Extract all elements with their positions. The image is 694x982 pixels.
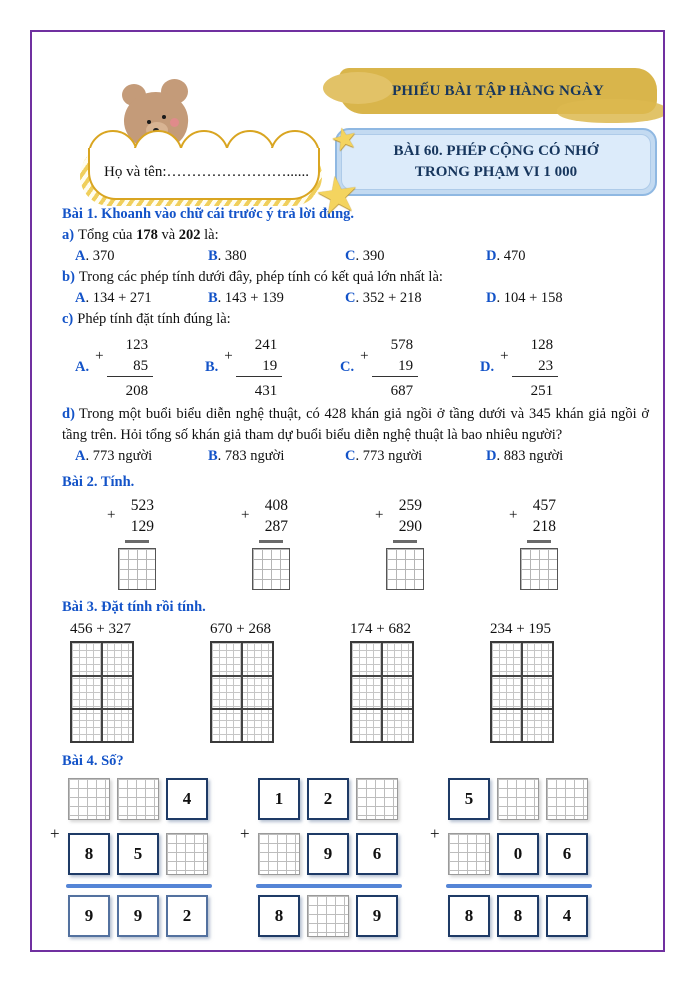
digit-box: 9 <box>68 895 110 937</box>
option <box>486 446 649 467</box>
option-text: . 773 người <box>355 448 423 464</box>
question-c <box>62 309 649 330</box>
digit-puzzle <box>238 778 402 937</box>
option-letter: B. <box>205 359 219 375</box>
answer-grid[interactable] <box>448 833 490 875</box>
digit-box: 8 <box>497 895 539 937</box>
digit-box: 5 <box>117 833 159 875</box>
option-text: . 390 <box>355 248 385 264</box>
option-letter: A <box>75 448 86 464</box>
option-vertical-addition <box>75 335 205 402</box>
plus-sign: + <box>360 348 369 364</box>
lesson-title-box <box>311 119 657 227</box>
question-d <box>62 404 649 446</box>
lesson-title-line1: BÀI 60. PHÉP CỘNG CÓ NHỚ <box>393 143 599 159</box>
option-letter: A. <box>75 359 90 375</box>
option-letter: C <box>345 448 356 464</box>
option-text: . 380 <box>217 248 247 264</box>
exercise3-title: Bài 3. Đặt tính rồi tính. <box>62 599 206 615</box>
option <box>345 446 486 467</box>
star-icon: ★ <box>327 119 362 160</box>
answer-grid[interactable] <box>166 833 208 875</box>
problem-expression: 234 + 195 <box>490 621 551 637</box>
exercise1-title: Bài 1. Khoanh vào chữ cái trước ý trả lời đúng. <box>62 206 355 222</box>
option-vertical-addition <box>480 335 649 402</box>
question-a-options <box>62 246 649 267</box>
sum-line <box>393 540 417 543</box>
addend-bottom: 23 <box>512 356 558 377</box>
addition-problem <box>70 495 204 590</box>
plus-sign: + <box>95 348 104 364</box>
answer-grid[interactable] <box>252 548 290 590</box>
question-b-options <box>62 288 649 309</box>
addend-top: 523 <box>130 497 154 514</box>
calculation-grid[interactable] <box>490 641 554 743</box>
digit-box: 8 <box>448 895 490 937</box>
plus-sign: + <box>107 507 116 523</box>
question-d-label: d) <box>62 406 75 422</box>
question-c-text: Phép tính đặt tính đúng là: <box>77 311 231 327</box>
plus-sign: + <box>224 348 233 364</box>
plus-sign: + <box>500 348 509 364</box>
digit-box: 9 <box>117 895 159 937</box>
option-text: . 352 + 218 <box>355 290 422 306</box>
exercise3-problems <box>62 619 649 640</box>
calculation-grid[interactable] <box>210 641 274 743</box>
addend-bottom: 85 <box>107 356 153 377</box>
option-letter: C <box>345 248 356 264</box>
addend-top: 259 <box>398 497 422 514</box>
digit-box: 4 <box>546 895 588 937</box>
option-letter: C <box>345 290 356 306</box>
star-icon: ★ <box>311 163 364 227</box>
answer-grid[interactable] <box>117 778 159 820</box>
addition-problem <box>204 495 338 590</box>
question-a-text3: là: <box>200 227 219 243</box>
option-letter: C. <box>340 359 355 375</box>
digit-box: 2 <box>307 778 349 820</box>
answer-grid[interactable] <box>68 778 110 820</box>
addend-bottom: 19 <box>236 356 282 377</box>
digit-box: 6 <box>356 833 398 875</box>
exercise2-problems <box>62 495 649 590</box>
question-a-number2: 202 <box>178 227 201 243</box>
exercise4-puzzles <box>48 778 649 937</box>
question-c-options <box>62 335 649 402</box>
plus-sign: + <box>50 824 60 843</box>
option-text: . 370 <box>85 248 115 264</box>
addend-top: 408 <box>264 497 288 514</box>
exercise3-grids <box>62 641 649 743</box>
digit-box: 2 <box>166 895 208 937</box>
option <box>486 246 649 267</box>
sum-line <box>446 884 592 888</box>
answer-grid[interactable] <box>356 778 398 820</box>
sum-line <box>259 540 283 543</box>
digit-box: 9 <box>356 895 398 937</box>
option-letter: B <box>208 248 218 264</box>
sum-result: 431 <box>254 383 278 399</box>
option-letter: D <box>486 448 497 464</box>
addend-bottom: 287 <box>264 518 288 535</box>
calculation-grid[interactable] <box>350 641 414 743</box>
option <box>75 246 208 267</box>
answer-grid[interactable] <box>520 548 558 590</box>
option-letter: A <box>75 290 86 306</box>
sum-line <box>125 540 149 543</box>
option-letter: A <box>75 248 86 264</box>
option <box>208 246 345 267</box>
option <box>345 246 486 267</box>
addend-bottom: 19 <box>372 356 418 377</box>
option <box>208 288 345 309</box>
exercise2-title: Bài 2. Tính. <box>62 474 135 490</box>
question-a-label: a) <box>62 227 75 243</box>
option <box>208 446 345 467</box>
question-a-text2: và <box>157 227 179 243</box>
option <box>75 446 208 467</box>
addend-top: 128 <box>530 337 554 353</box>
sum-result: 208 <box>125 383 149 399</box>
question-a <box>62 225 649 246</box>
digit-box: 6 <box>546 833 588 875</box>
name-input[interactable]: Họ và tên:……………………...... <box>104 164 309 180</box>
addend-top: 457 <box>532 497 556 514</box>
calculation-grid[interactable] <box>70 641 134 743</box>
answer-grid[interactable] <box>497 778 539 820</box>
question-d-options <box>62 446 649 467</box>
plus-sign: + <box>375 507 384 523</box>
problem-expression: 456 + 327 <box>70 621 131 637</box>
option-text: . 143 + 139 <box>217 290 284 306</box>
answer-grid[interactable] <box>118 548 156 590</box>
digit-puzzle <box>48 778 212 937</box>
addend-bottom: 290 <box>398 518 422 535</box>
problem-expression: 670 + 268 <box>210 621 271 637</box>
digit-box: 9 <box>307 833 349 875</box>
option <box>486 288 649 309</box>
addition-problem <box>338 495 472 590</box>
option-text: . 104 + 158 <box>496 290 563 306</box>
addition-problem <box>472 495 606 590</box>
sum-line <box>256 884 402 888</box>
lesson-title-line2: TRONG PHẠM VI 1 000 <box>414 164 578 180</box>
answer-grid[interactable] <box>258 833 300 875</box>
addend-bottom: 129 <box>130 518 154 535</box>
plus-sign: + <box>430 824 440 843</box>
digit-box: 8 <box>68 833 110 875</box>
answer-grid[interactable] <box>307 895 349 937</box>
option-letter: B <box>208 290 218 306</box>
digit-box: 8 <box>258 895 300 937</box>
plus-sign: + <box>240 824 250 843</box>
digit-box: 4 <box>166 778 208 820</box>
option <box>75 288 208 309</box>
option-vertical-addition <box>205 335 340 402</box>
option-vertical-addition <box>340 335 480 402</box>
page-border <box>30 30 665 952</box>
plus-sign: + <box>509 507 518 523</box>
question-a-number1: 178 <box>136 227 158 243</box>
banner-title: PHIẾU BÀI TẬP HÀNG NGÀY <box>392 82 604 99</box>
sum-line <box>66 884 212 888</box>
question-c-label: c) <box>62 311 74 327</box>
digit-box: 1 <box>258 778 300 820</box>
option-letter: B <box>208 448 218 464</box>
question-b-label: b) <box>62 269 75 285</box>
exercise4-title: Bài 4. Số? <box>62 753 124 769</box>
question-b <box>62 267 649 288</box>
option <box>345 288 486 309</box>
question-d-text: Trong một buổi biểu diễn nghệ thuật, có 428 khán giả ngồi ở tầng dưới và 345 khán giả ngồi ở tầng trên. Hỏi tổng số khán giả tham dự buổi biểu diễn nghệ thuật là bao nhiêu người? <box>62 406 649 443</box>
addend-top: 578 <box>390 337 414 353</box>
digit-box: 0 <box>497 833 539 875</box>
sum-result: 251 <box>530 383 554 399</box>
question-b-text: Trong các phép tính dưới đây, phép tính có kết quả lớn nhất là: <box>78 269 443 285</box>
option-letter: D. <box>480 359 495 375</box>
option-letter: D <box>486 290 497 306</box>
option-text: . 883 người <box>496 448 564 464</box>
sum-result: 687 <box>390 383 414 399</box>
option-text: . 470 <box>496 248 526 264</box>
digit-puzzle <box>428 778 592 937</box>
name-field-cloud <box>88 130 322 202</box>
answer-grid[interactable] <box>546 778 588 820</box>
plus-sign: + <box>241 507 250 523</box>
option-text: . 783 người <box>217 448 285 464</box>
option-text: . 773 người <box>85 448 153 464</box>
worksheet-content <box>32 198 663 937</box>
option-letter: D <box>486 248 497 264</box>
digit-box: 5 <box>448 778 490 820</box>
problem-expression: 174 + 682 <box>350 621 411 637</box>
addend-top: 123 <box>125 337 149 353</box>
worksheet-banner <box>339 68 657 114</box>
option-text: . 134 + 271 <box>85 290 152 306</box>
sum-line <box>527 540 551 543</box>
answer-grid[interactable] <box>386 548 424 590</box>
addend-top: 241 <box>254 337 278 353</box>
addend-bottom: 218 <box>532 518 556 535</box>
question-a-text: Tổng của <box>78 227 137 243</box>
